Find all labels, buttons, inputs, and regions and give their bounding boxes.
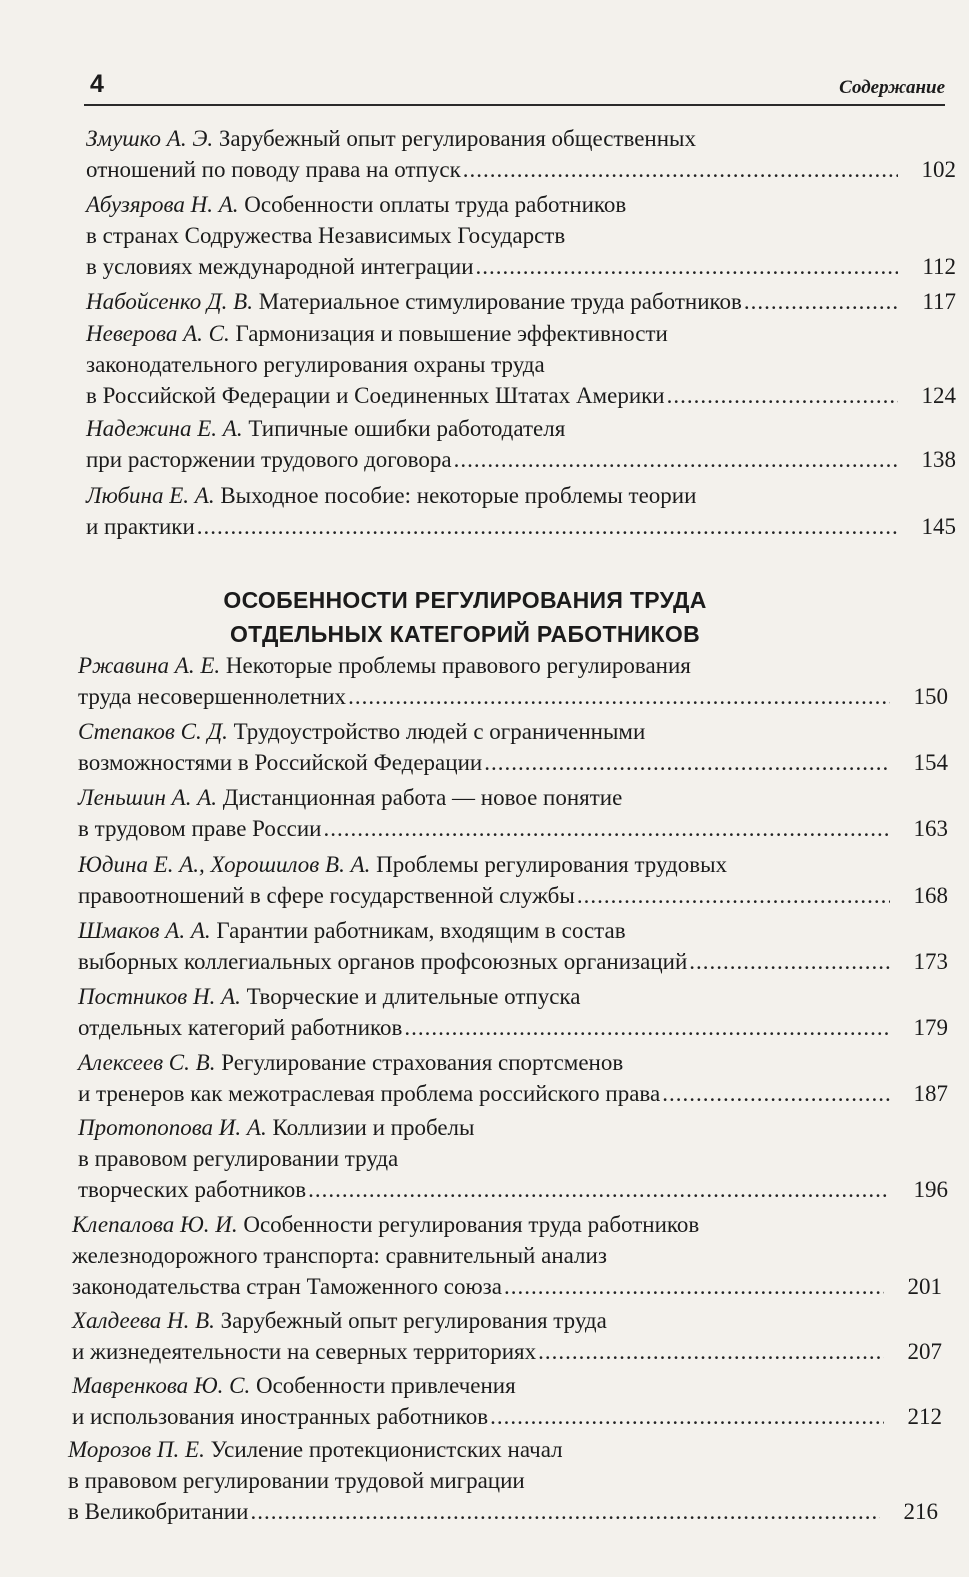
dot-leader	[504, 1271, 884, 1302]
entry-title-line: законодательства стран Таможенного союза	[72, 1274, 502, 1299]
toc-entry[interactable]	[78, 915, 948, 977]
entry-title-line: Проблемы регулирования трудовых	[376, 852, 728, 877]
entry-author: Постников Н. А.	[78, 984, 241, 1009]
dot-leader	[484, 747, 890, 778]
entry-title-line: выборных коллегиальных органов профсоюзных организаций	[78, 949, 688, 974]
page-header	[84, 64, 945, 106]
toc-entry[interactable]	[78, 782, 948, 844]
toc-entry[interactable]	[78, 981, 948, 1043]
section-heading	[0, 583, 930, 651]
entry-title-line: законодательного регулирования охраны труда	[86, 352, 545, 377]
entry-page-number: 212	[907, 1404, 942, 1429]
entry-title-line: Особенности регулирования труда работников	[243, 1212, 700, 1237]
entry-author: Юдина Е. А., Хорошилов В. А.	[78, 852, 371, 877]
entry-title-line: и жизнедеятельности на северных территориях	[72, 1339, 537, 1364]
entry-author: Степаков С. Д.	[78, 719, 228, 744]
entry-page-number: 145	[921, 514, 956, 539]
entry-author: Алексеев С. В.	[78, 1050, 216, 1075]
entry-title-line: Типичные ошибки работодателя	[248, 416, 566, 441]
entry-title-line: и практики	[86, 514, 195, 539]
entry-page-number: 179	[913, 1015, 948, 1040]
entry-page-number: 173	[913, 949, 948, 974]
entry-author: Набойсенко Д. В.	[86, 289, 253, 314]
entry-page-number: 187	[913, 1081, 948, 1106]
dot-leader	[662, 1078, 890, 1109]
entry-title-line: Творческие и длительные отпуска	[246, 984, 581, 1009]
toc-entry[interactable]	[78, 849, 948, 911]
entry-author: Морозов П. Е.	[68, 1437, 205, 1462]
entry-page-number: 124	[921, 383, 956, 408]
dot-leader	[197, 511, 898, 542]
entry-title-line: Трудоустройство людей с ограниченными	[233, 719, 646, 744]
entry-page-number: 150	[913, 684, 948, 709]
entry-page-number: 163	[913, 816, 948, 841]
dot-leader	[324, 813, 891, 844]
entry-author: Клепалова Ю. И.	[72, 1212, 238, 1237]
entry-title-line: и тренеров как межотраслевая проблема российского права	[78, 1081, 661, 1106]
section-heading-line: ОТДЕЛЬНЫХ КАТЕГОРИЙ РАБОТНИКОВ	[229, 621, 700, 647]
entry-title-line: железнодорожного транспорта: сравнительный анализ	[72, 1243, 607, 1268]
entry-title-line: Выходное пособие: некоторые проблемы теории	[220, 483, 697, 508]
toc-entry[interactable]	[86, 413, 956, 475]
entry-title-line: при расторжении трудового договора	[86, 447, 452, 472]
entry-title-line: Усиление протекционистских начал	[210, 1437, 563, 1462]
toc-entry[interactable]	[86, 480, 956, 542]
entry-page-number: 154	[913, 750, 948, 775]
entry-title-line: Дистанционная работа — новое понятие	[222, 785, 623, 810]
entry-title-line: возможностями в Российской Федерации	[78, 750, 483, 775]
dot-leader	[538, 1336, 884, 1367]
dot-leader	[476, 251, 898, 282]
entry-title-line: в трудовом праве России	[78, 816, 322, 841]
toc-entry[interactable]	[78, 1112, 948, 1205]
entry-author: Змушко А. Э.	[86, 126, 214, 151]
entry-title-line: Особенности оплаты труда работников	[244, 192, 627, 217]
entry-title-line: Зарубежный опыт регулирования общественных	[218, 126, 696, 151]
dot-leader	[250, 1496, 880, 1527]
dot-leader	[463, 154, 898, 185]
entry-title-line: отношений по поводу права на отпуск	[86, 157, 461, 182]
entry-page-number: 168	[913, 883, 948, 908]
entry-title-line: Особенности привлечения	[255, 1373, 516, 1398]
entry-title-line: Материальное стимулирование труда работников	[258, 289, 742, 314]
entry-page-number: 216	[903, 1499, 938, 1524]
entry-author: Абузярова Н. А.	[86, 192, 239, 217]
toc-entry[interactable]	[72, 1209, 942, 1302]
entry-title-line: в Великобритании	[68, 1499, 249, 1524]
entry-title-line: Зарубежный опыт регулирования труда	[220, 1308, 607, 1333]
toc-entry[interactable]	[86, 123, 956, 185]
toc-entry[interactable]	[86, 286, 956, 317]
toc-entry[interactable]	[72, 1370, 942, 1432]
entry-title-line: в условиях международной интеграции	[86, 254, 474, 279]
entry-page-number: 201	[907, 1274, 942, 1299]
dot-leader	[348, 681, 890, 712]
entry-author: Шмаков А. А.	[78, 918, 211, 943]
entry-title-line: творческих работников	[78, 1177, 307, 1202]
entry-author: Халдеева Н. В.	[72, 1308, 215, 1333]
page-number: 4	[90, 70, 104, 98]
dot-leader	[689, 946, 890, 977]
entry-page-number: 112	[922, 254, 956, 279]
entry-author: Мавренкова Ю. С.	[72, 1373, 251, 1398]
entry-page-number: 102	[921, 157, 956, 182]
entry-title-line: в странах Содружества Независимых Государств	[86, 223, 566, 248]
entry-author: Надежина Е. А.	[86, 416, 243, 441]
entry-title-line: отдельных категорий работников	[78, 1015, 403, 1040]
toc-entry[interactable]	[78, 716, 948, 778]
toc-entry[interactable]	[86, 189, 956, 282]
entry-title-line: в правовом регулировании труда	[78, 1146, 399, 1171]
entry-title-line: Регулирование страхования спортсменов	[221, 1050, 624, 1075]
entry-title-line: и использования иностранных работников	[72, 1404, 489, 1429]
entry-page-number: 207	[907, 1339, 942, 1364]
toc-entry[interactable]	[72, 1305, 942, 1367]
toc-entry[interactable]	[68, 1434, 938, 1527]
entry-page-number: 138	[921, 447, 956, 472]
toc-entry[interactable]	[78, 1047, 948, 1109]
dot-leader	[667, 380, 898, 411]
entry-title-line: Некоторые проблемы правового регулирования	[225, 653, 691, 678]
entry-page-number: 196	[913, 1177, 948, 1202]
toc-entry[interactable]	[78, 650, 948, 712]
entry-author: Ржавина А. Е.	[78, 653, 221, 678]
entry-page-number: 117	[922, 289, 956, 314]
dot-leader	[744, 286, 898, 317]
dot-leader	[577, 880, 890, 911]
entry-title-line: Гарантии работникам, входящим в состав	[216, 918, 626, 943]
entry-author: Неверова А. С.	[86, 321, 230, 346]
dot-leader	[404, 1012, 890, 1043]
section-heading-line: ОСОБЕННОСТИ РЕГУЛИРОВАНИЯ ТРУДА	[223, 587, 707, 613]
entry-title-line: труда несовершеннолетних	[78, 684, 347, 709]
entry-author: Любина Е. А.	[86, 483, 215, 508]
dot-leader	[454, 444, 898, 475]
toc-entry[interactable]	[86, 318, 956, 411]
entry-title-line: в правовом регулировании трудовой миграции	[68, 1468, 525, 1493]
entry-title-line: правоотношений в сфере государственной службы	[78, 883, 575, 908]
running-head: Содержание	[839, 77, 945, 98]
entry-author: Леньшин А. А.	[78, 785, 218, 810]
entry-title-line: Гармонизация и повышение эффективности	[235, 321, 668, 346]
entry-title-line: Коллизии и пробелы	[272, 1115, 475, 1140]
dot-leader	[308, 1174, 890, 1205]
entry-author: Протопопова И. А.	[78, 1115, 267, 1140]
entry-title-line: в Российской Федерации и Соединенных Штатах Америки	[86, 383, 665, 408]
dot-leader	[490, 1401, 884, 1432]
